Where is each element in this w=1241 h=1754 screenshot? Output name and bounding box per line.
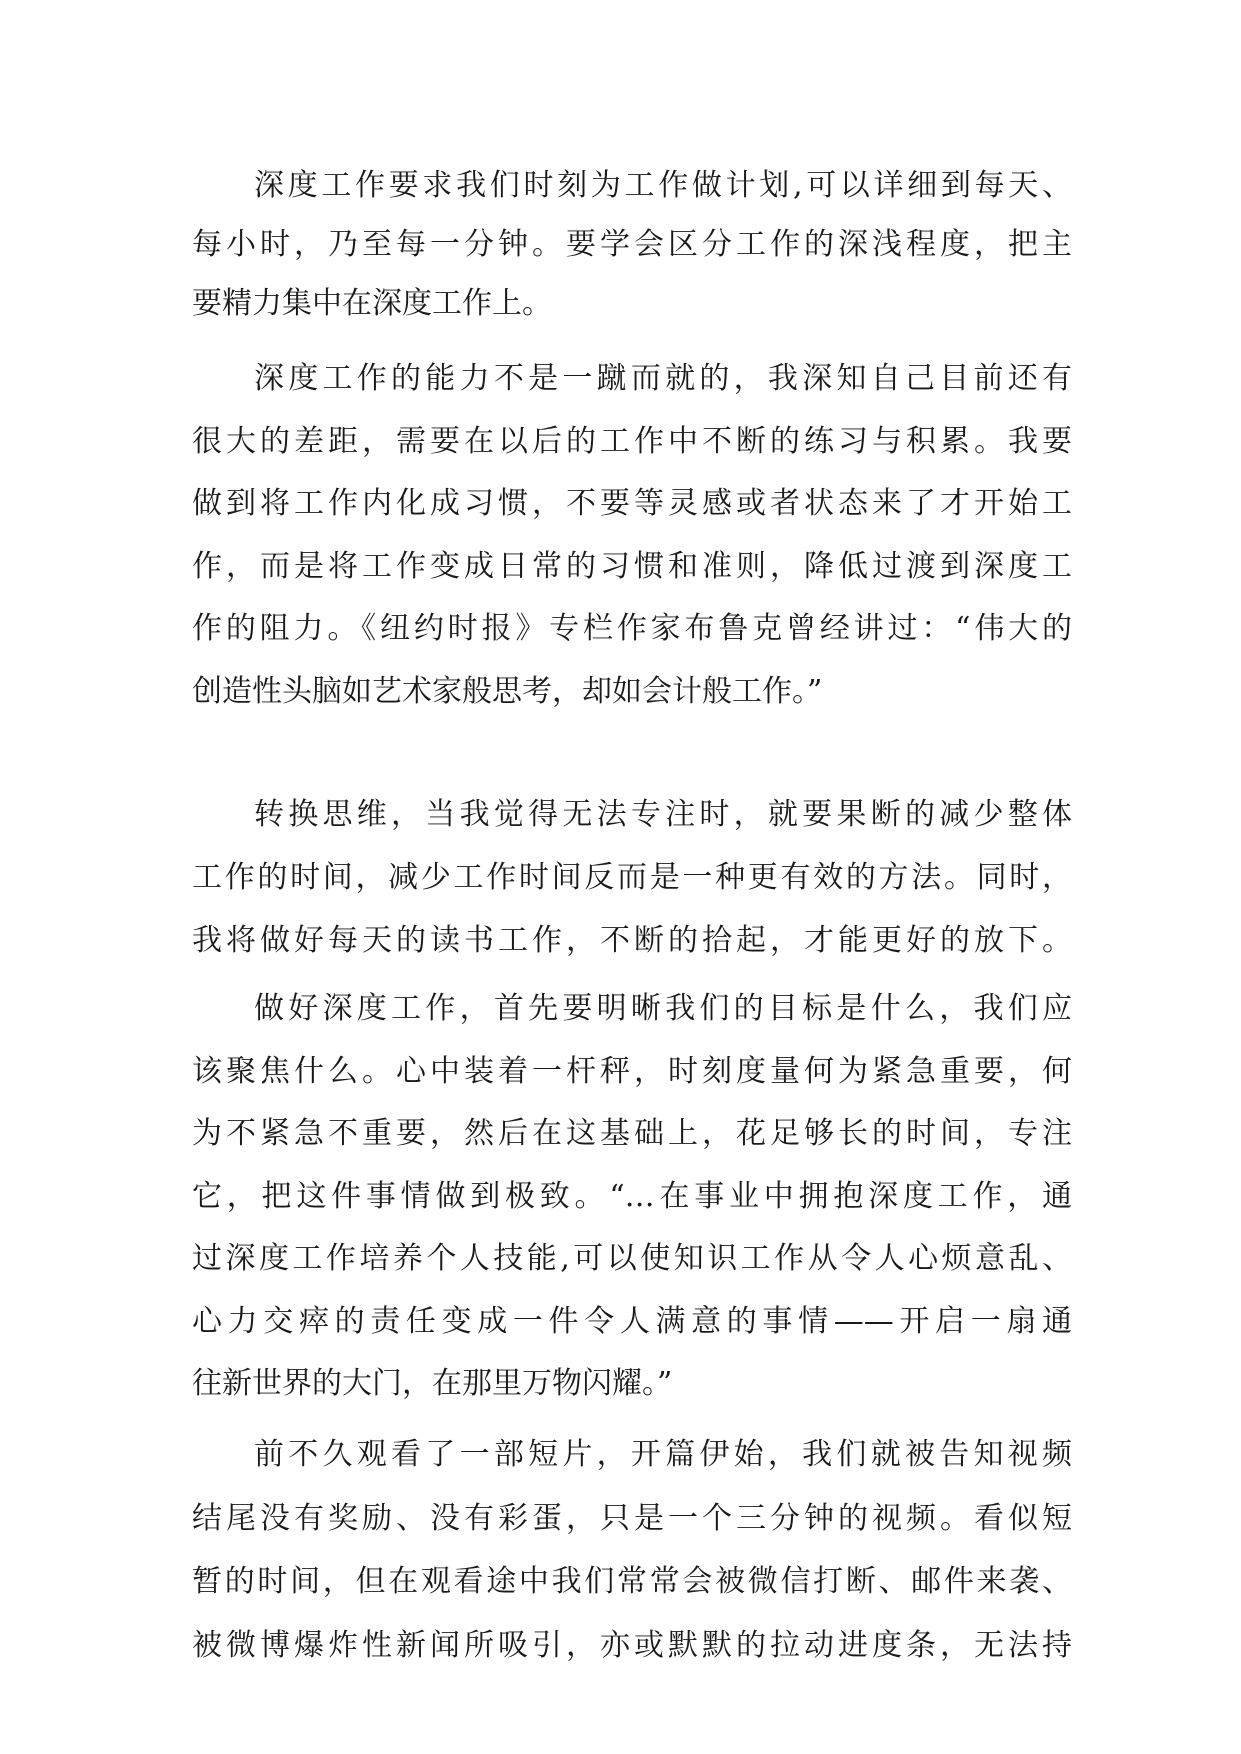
paragraph-5-line-4: 被微博爆炸性新闻所吸引，亦或默默的拉动进度条，无法持 (192, 1628, 1072, 1663)
paragraph-2-line-2: 很大的差距，需要在以后的工作中不断的练习与积累。我要 (192, 424, 1072, 459)
paragraph-2-line-1: 深度工作的能力不是一蹴而就的，我深知自己目前还有 (254, 361, 1072, 396)
paragraph-4-line-5: 过深度工作培养个人技能,可以使知识工作从令人心烦意乱、 (192, 1241, 1072, 1276)
paragraph-2-line-5: 作的阻力。《纽约时报》专栏作家布鲁克曾经讲过：“伟大的 (192, 611, 1072, 646)
paragraph-3-line-1: 转换思维，当我觉得无法专注时，就要果断的减少整体 (254, 797, 1072, 832)
paragraph-1-line-3: 要精力集中在深度工作上。 (192, 286, 552, 321)
paragraph-4-line-6: 心力交瘁的责任变成一件令人满意的事情——开启一扇通 (192, 1304, 1072, 1339)
paragraph-4-line-7: 往新世界的大门，在那里万物闪耀。” (192, 1366, 673, 1401)
paragraph-1-line-2: 每小时，乃至每一分钟。要学会区分工作的深浅程度，把主 (192, 227, 1072, 262)
paragraph-5-line-2: 结尾没有奖励、没有彩蛋，只是一个三分钟的视频。看似短 (192, 1501, 1072, 1536)
paragraph-2-line-3: 做到将工作内化成习惯，不要等灵感或者状态来了才开始工 (192, 486, 1072, 521)
paragraph-3-line-3: 我将做好每天的读书工作，不断的拾起，才能更好的放下。 (192, 923, 1072, 958)
paragraph-5-line-3: 暂的时间，但在观看途中我们常常会被微信打断、邮件来袭、 (192, 1564, 1072, 1599)
paragraph-2-line-6: 创造性头脑如艺术家般思考，却如会计般工作。” (192, 674, 823, 709)
paragraph-4-line-3: 为不紧急不重要，然后在这基础上，花足够长的时间，专注 (192, 1116, 1072, 1151)
paragraph-4-line-1: 做好深度工作，首先要明晰我们的目标是什么，我们应 (254, 991, 1072, 1026)
paragraph-2-line-4: 作，而是将工作变成日常的习惯和准则，降低过渡到深度工 (192, 549, 1072, 584)
paragraph-5-line-1: 前不久观看了一部短片，开篇伊始，我们就被告知视频 (254, 1437, 1072, 1472)
paragraph-1-line-1: 深度工作要求我们时刻为工作做计划,可以详细到每天、 (254, 168, 1072, 203)
paragraph-3-line-2: 工作的时间，减少工作时间反而是一种更有效的方法。同时， (192, 860, 1072, 895)
paragraph-4-line-4: 它，把这件事情做到极致。“…在事业中拥抱深度工作，通 (192, 1179, 1072, 1214)
paragraph-4-line-2: 该聚焦什么。心中装着一杆秤，时刻度量何为紧急重要，何 (192, 1054, 1072, 1089)
